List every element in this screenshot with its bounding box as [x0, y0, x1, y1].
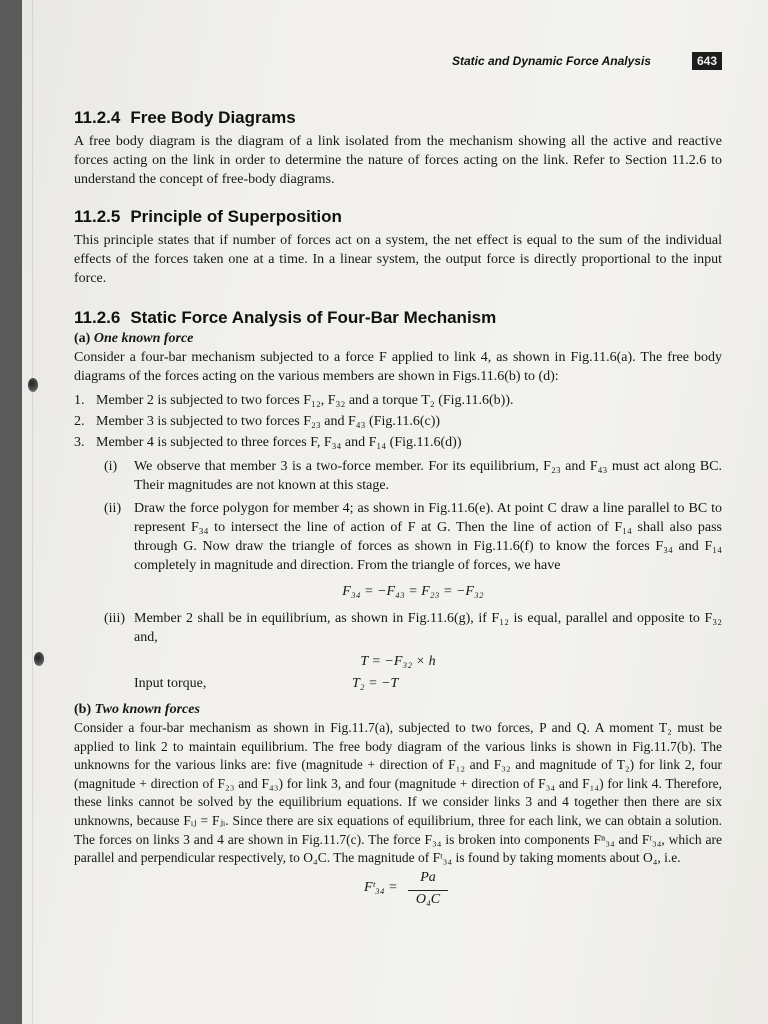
list-item: (ii) Draw the force polygon for member 4; as shown in Fig.11.6(e). At point C draw a line parallel to BC to represent F₃₄ to intersect the line of action of F at G. Then the line of action of F₁₄ shall also pass through G. Now draw the triangle of forces as shown in Fig.11.6(f) to know the forces F₃₄ and F₁₄ completely in magnitude and direction. From the triangle of forces, we have — [104, 501, 722, 573]
list-item: 3. Member 4 is subjected to three forces F, F₃₄ and F₁₄ (Fig.11.6(d)) — [74, 435, 462, 450]
running-title: Static and Dynamic Force Analysis — [452, 54, 651, 68]
page-number: 643 — [692, 52, 722, 70]
list-item: 2. Member 3 is subjected to two forces F₂₃ and F₄₃ (Fig.11.6(c)) — [74, 414, 441, 429]
section-heading-11-2-5: 11.2.5 Principle of Superposition — [74, 207, 342, 226]
subsection-b-paragraph: Consider a four-bar mechanism as shown in Fig.11.7(a), subjected to two forces, P and Q. A moment T₂ must be applied to link 2 to maintain equilibrium. The free body diagram of the various links is shown in Fig.11.7(b). The unknowns for the various links are: five (magnitude + direction of F₁₂ and F₃₂ and magnitude of T₂) for link 2, four (magnitude + direction of F₂₃ and F₄₃) for link 3, and four (magnitude + direction of F₃₄ and F₁₄) for link 4. Therefore, these links cannot be solved by the equilibrium equations. If we consider links 3 and 4 together then there are six unknowns, because Fᵢⱼ = Fⱼᵢ. Since there are six equations of equilibrium, three for each link, we can obtain a solution. The forces on links 3 and 4 are shown in Fig.11.7(c). The force F₃₄ is broken into components Fⁿ₃₄ and Fᵗ₃₄, which are parallel and perpendicular respectively, to O₄C. The magnitude of Fᵗ₃₄ is found by taking moments about O₄, i.e. — [74, 720, 722, 866]
fraction-lhs: Fᵗ₃₄ = — [364, 879, 398, 895]
equation-label: Input torque, — [134, 676, 207, 691]
section-heading-11-2-4: 11.2.4 Free Body Diagrams — [74, 108, 296, 127]
binder-hole-icon — [28, 378, 38, 392]
member-list — [74, 390, 722, 453]
list-item: 1. Member 2 is subjected to two forces F₁₂, F₃₂ and a torque T₂ (Fig.11.6(b)). — [74, 393, 514, 408]
fraction-denominator: O₄C — [415, 891, 441, 907]
equation-torque: T = −F₃₂ × h — [360, 654, 436, 669]
section-paragraph: This principle states that if number of forces act on a system, the net effect is equal to the sum of the individual effects of the forces taken one at a time. In a linear system, the output force is directly proportional to the input force. — [74, 233, 722, 286]
equation-fraction — [74, 870, 722, 912]
list-item: (i) We observe that member 3 is a two-force member. For its equilibrium, F₂₃ and F₄₃ must act along BC. Their magnitudes are not known at this stage. — [104, 459, 722, 493]
fraction-numerator: Pa — [420, 869, 436, 885]
page-edge-shadow — [32, 0, 33, 1024]
roman-list — [104, 457, 722, 647]
subsection-a-intro: Consider a four-bar mechanism subjected to a force F applied to link 4, as shown in Fig.11.6(a). The free body diagrams of the forces acting on the various members are shown in Figs.11.6(b) to (d): — [74, 350, 722, 384]
subsection-a-heading: (a) One known force — [74, 331, 194, 346]
book-page — [22, 0, 768, 1024]
binder-hole-icon — [34, 652, 44, 666]
fraction-bar — [408, 890, 448, 891]
subsection-b-heading: (b) Two known forces — [74, 702, 200, 717]
section-heading-11-2-6: 11.2.6 Static Force Analysis of Four-Bar Mechanism — [74, 308, 497, 327]
section-paragraph: A free body diagram is the diagram of a link isolated from the mechanism showing all the active and reactive forces acting on the link in order to determine the nature of forces acting on the link. Refer to Section 11.2.6 to understand the concept of free-body diagrams. — [74, 134, 722, 187]
equation-value: T₂ = −T — [352, 676, 399, 691]
equation-input-torque — [74, 673, 722, 695]
page-content — [74, 108, 722, 912]
equation-force-relations: F₃₄ = −F₄₃ = F₂₃ = −F₃₂ — [342, 584, 484, 599]
list-item: (iii) Member 2 shall be in equilibrium, as shown in Fig.11.6(g), if F₁₂ is equal, parallel and opposite to F₃₂ and, — [104, 611, 722, 645]
